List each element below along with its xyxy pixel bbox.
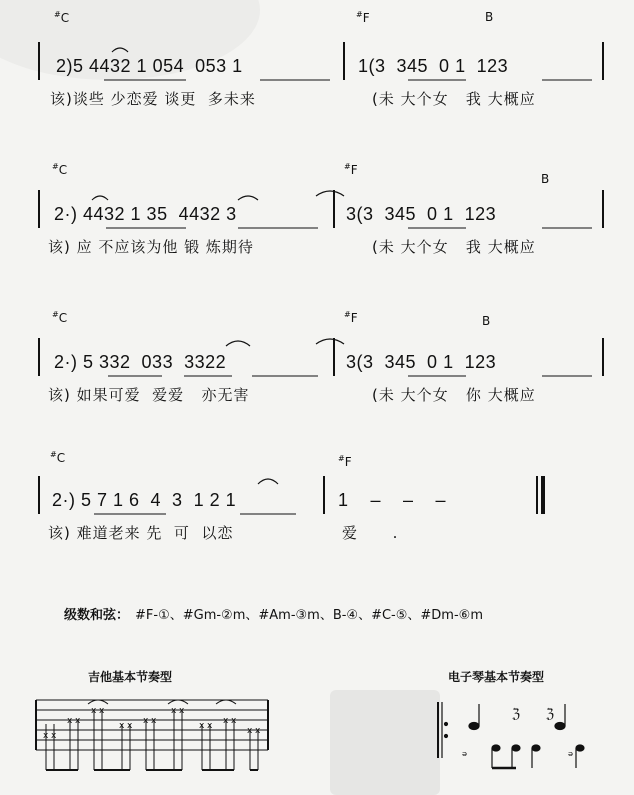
notation-left: 2·) 5 7 1 6 4 3 1 2 1	[52, 490, 237, 510]
svg-text:x: x	[199, 721, 205, 731]
svg-text:x: x	[255, 726, 261, 736]
svg-text:ℨ: ℨ	[512, 707, 521, 722]
chord-marker	[482, 314, 490, 328]
chord-label: B	[485, 10, 494, 24]
chord-marker: #C	[52, 162, 68, 177]
chord-label: F	[350, 163, 358, 177]
notation-right: 3(3 345 0 1 123	[346, 352, 497, 372]
slur-marks	[0, 42, 634, 102]
background-stain	[330, 690, 440, 795]
chord-marker	[485, 10, 493, 24]
slur-marks	[0, 190, 634, 250]
svg-text:x: x	[179, 706, 185, 716]
svg-text:x: x	[171, 706, 177, 716]
lyrics-left: 该)谈些 少恋爱 谈更 多未来	[50, 90, 256, 108]
guitar-tab-pattern	[18, 690, 288, 780]
notation-left: 2·) 4432 1 35 4432 3	[54, 204, 237, 224]
chord-degree-legend	[64, 604, 483, 623]
lyrics-left: 该) 如果可爱 爱爱 亦无害	[48, 386, 250, 404]
chord-marker: #C	[54, 10, 70, 25]
keyboard-rhythm-pattern	[432, 696, 602, 776]
slur-marks	[0, 476, 634, 536]
lyrics-right: (未 大个女 我 大概应	[372, 238, 536, 256]
svg-text:x: x	[151, 716, 157, 726]
lyrics-right: 爱 .	[342, 524, 399, 542]
chord-label: B	[482, 314, 491, 328]
chord-marker: #F	[338, 454, 352, 469]
chord-marker: #C	[50, 450, 66, 465]
svg-text:x: x	[99, 706, 105, 716]
legend-label: 级数和弦：	[64, 608, 130, 623]
chord-marker: #F	[344, 162, 358, 177]
svg-text:x: x	[223, 716, 229, 726]
svg-text:x: x	[143, 716, 149, 726]
svg-text:x: x	[207, 721, 213, 731]
svg-text:x: x	[75, 716, 81, 726]
svg-text:x: x	[127, 721, 133, 731]
lyrics-right: (未 大个女 你 大概应	[372, 386, 536, 404]
svg-text:ₔ: ₔ	[568, 745, 574, 760]
chord-label: C	[56, 451, 66, 465]
chord-marker	[541, 172, 549, 186]
chord-label: B	[541, 172, 550, 186]
svg-text:x: x	[247, 726, 253, 736]
chord-label: F	[362, 11, 370, 25]
svg-text:x: x	[231, 716, 237, 726]
slur-marks	[0, 338, 634, 398]
svg-text:x: x	[43, 731, 49, 741]
chord-label: F	[350, 311, 358, 325]
svg-text:ₔ: ₔ	[462, 745, 468, 760]
notation-right: 3(3 345 0 1 123	[346, 204, 497, 224]
guitar-rhythm-caption: 吉他基本节奏型	[88, 670, 173, 684]
notation-left: 2·) 5 332 033 3322	[54, 352, 227, 372]
chord-label: C	[60, 11, 70, 25]
notation-right: 1(3 345 0 1 123	[358, 56, 509, 76]
notation-right: 1 – – –	[338, 490, 447, 510]
svg-text:x: x	[51, 731, 57, 741]
lyrics-right: (未 大个女 我 大概应	[372, 90, 536, 108]
lyrics-left: 该) 应 不应该为他 锻 炼期待	[48, 238, 254, 256]
svg-text:x: x	[91, 706, 97, 716]
keyboard-rhythm-caption: 电子琴基本节奏型	[448, 670, 545, 684]
chord-label: C	[58, 311, 68, 325]
svg-text:ℨ: ℨ	[546, 707, 555, 722]
chord-marker: #F	[344, 310, 358, 325]
chord-marker: #C	[52, 310, 68, 325]
legend-values: #F-①、#Gm-②m、#Am-③m、B-④、#C-⑤、#Dm-⑥m	[135, 608, 483, 623]
svg-text:x: x	[119, 721, 125, 731]
chord-marker: #F	[356, 10, 370, 25]
svg-text:x: x	[67, 716, 73, 726]
lyrics-left: 该) 难道老来 先 可 以恋	[48, 524, 234, 542]
chord-label: F	[344, 455, 352, 469]
chord-label: C	[58, 163, 68, 177]
notation-left: 2)5 4432 1 054 053 1	[56, 56, 243, 76]
